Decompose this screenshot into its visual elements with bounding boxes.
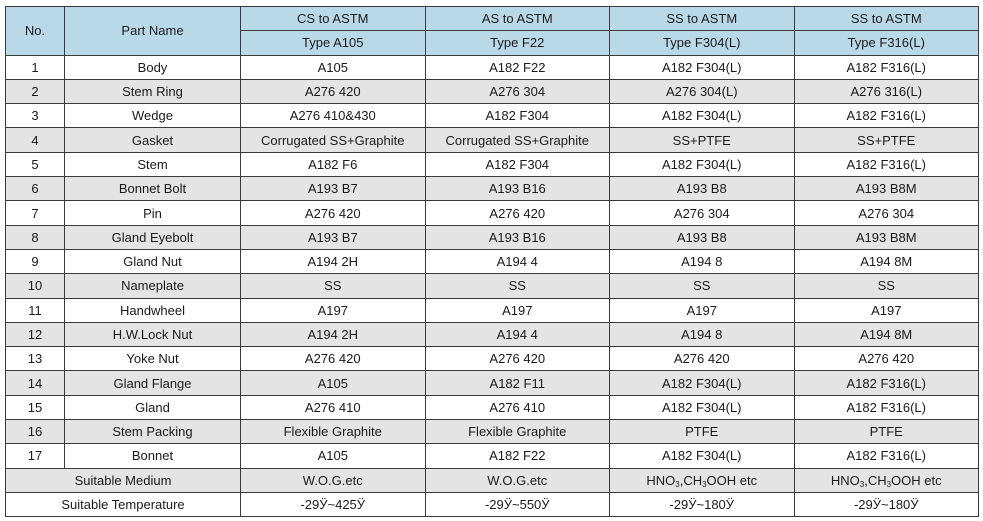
table-row (6, 201, 979, 225)
cell-cs: A105 (241, 444, 426, 468)
cell-ss316: SS (794, 274, 979, 298)
cell-cs: A193 B7 (241, 225, 426, 249)
cell-ss316: PTFE (794, 420, 979, 444)
col-header-ss316-type: Type F316(L) (794, 31, 979, 55)
cell-temp-ss304: -29Ӱ~180Ӱ (610, 492, 795, 516)
cell-no: 11 (6, 298, 65, 322)
cell-ss304: A193 B8 (610, 225, 795, 249)
cell-part-name: Gland Nut (65, 249, 241, 273)
table-row-suitable-temperature (6, 492, 979, 516)
cell-as: A193 B16 (425, 225, 610, 249)
cell-cs: A194 2H (241, 322, 426, 346)
cell-ss304: A193 B8 (610, 177, 795, 201)
cell-as: A276 420 (425, 347, 610, 371)
cell-ss316: A182 F316(L) (794, 395, 979, 419)
table-row (6, 274, 979, 298)
cell-ss316: A182 F316(L) (794, 371, 979, 395)
cell-as: A194 4 (425, 322, 610, 346)
cell-cs: A194 2H (241, 249, 426, 273)
medium-text: OOH etc (891, 472, 942, 488)
col-header-ss304-material: SS to ASTM (610, 7, 795, 31)
cell-ss316: A194 8M (794, 322, 979, 346)
cell-part-name: Nameplate (65, 274, 241, 298)
cell-ss304: A182 F304(L) (610, 104, 795, 128)
cell-ss304: A182 F304(L) (610, 395, 795, 419)
table-row (6, 322, 979, 346)
cell-ss304: A194 8 (610, 249, 795, 273)
cell-as: A182 F22 (425, 444, 610, 468)
cell-as: A182 F304 (425, 104, 610, 128)
col-header-cs-material: CS to ASTM (241, 7, 426, 31)
table-row (6, 395, 979, 419)
cell-part-name: Gland (65, 395, 241, 419)
cell-no: 3 (6, 104, 65, 128)
medium-subscript: 3 (886, 479, 892, 489)
cell-cs: A276 410&430 (241, 104, 426, 128)
table-row (6, 420, 979, 444)
cell-as: A194 4 (425, 249, 610, 273)
table-row (6, 55, 979, 79)
cell-no: 16 (6, 420, 65, 444)
cell-ss316: A182 F316(L) (794, 104, 979, 128)
cell-no: 13 (6, 347, 65, 371)
table-row (6, 347, 979, 371)
cell-as: A276 410 (425, 395, 610, 419)
cell-part-name: Stem Packing (65, 420, 241, 444)
cell-cs: A276 420 (241, 201, 426, 225)
table-row (6, 298, 979, 322)
row-label-suitable-temperature: Suitable Temperature (6, 492, 241, 516)
cell-part-name: Stem (65, 152, 241, 176)
cell-cs: A193 B7 (241, 177, 426, 201)
cell-ss304: A182 F304(L) (610, 55, 795, 79)
medium-subscript: 3 (859, 479, 865, 489)
col-header-no: No. (6, 7, 65, 56)
table-row (6, 128, 979, 152)
cell-no: 15 (6, 395, 65, 419)
cell-part-name: Gland Flange (65, 371, 241, 395)
cell-ss304: SS+PTFE (610, 128, 795, 152)
cell-no: 12 (6, 322, 65, 346)
cell-part-name: Gland Eyebolt (65, 225, 241, 249)
cell-as: SS (425, 274, 610, 298)
cell-ss304: A182 F304(L) (610, 371, 795, 395)
cell-as: A197 (425, 298, 610, 322)
cell-as: Flexible Graphite (425, 420, 610, 444)
header-row-material (6, 7, 979, 31)
cell-ss304: A182 F304(L) (610, 444, 795, 468)
col-header-as-material: AS to ASTM (425, 7, 610, 31)
cell-part-name: Bonnet (65, 444, 241, 468)
cell-no: 8 (6, 225, 65, 249)
cell-part-name: Wedge (65, 104, 241, 128)
row-label-suitable-medium: Suitable Medium (6, 468, 241, 492)
cell-no: 14 (6, 371, 65, 395)
cell-ss316: A193 B8M (794, 177, 979, 201)
cell-as: A182 F22 (425, 55, 610, 79)
cell-cs: SS (241, 274, 426, 298)
table-body (6, 55, 979, 517)
cell-no: 1 (6, 55, 65, 79)
cell-ss316: A197 (794, 298, 979, 322)
cell-no: 2 (6, 79, 65, 103)
cell-part-name: Bonnet Bolt (65, 177, 241, 201)
cell-part-name: Yoke Nut (65, 347, 241, 371)
cell-no: 6 (6, 177, 65, 201)
table-header (6, 7, 979, 56)
medium-text: ,CH (864, 472, 887, 488)
table-row (6, 177, 979, 201)
col-header-ss316-material: SS to ASTM (794, 7, 979, 31)
cell-medium-ss316 (794, 468, 979, 492)
cell-ss304: A197 (610, 298, 795, 322)
cell-medium-ss304 (610, 468, 795, 492)
table-row (6, 104, 979, 128)
cell-as: A276 304 (425, 79, 610, 103)
cell-temp-ss316: -29Ӱ~180Ӱ (794, 492, 979, 516)
cell-no: 10 (6, 274, 65, 298)
cell-ss304: A276 420 (610, 347, 795, 371)
cell-ss304: A276 304 (610, 201, 795, 225)
cell-part-name: Gasket (65, 128, 241, 152)
medium-subscript: 3 (702, 479, 707, 489)
cell-medium-as: W.O.G.etc (425, 468, 610, 492)
cell-cs: Flexible Graphite (241, 420, 426, 444)
cell-ss316: SS+PTFE (794, 128, 979, 152)
cell-as: A276 420 (425, 201, 610, 225)
cell-ss316: A276 304 (794, 201, 979, 225)
cell-ss316: A194 8M (794, 249, 979, 273)
cell-ss316: A276 420 (794, 347, 979, 371)
cell-no: 7 (6, 201, 65, 225)
cell-cs: A182 F6 (241, 152, 426, 176)
cell-cs: A276 420 (241, 79, 426, 103)
medium-text: ,CH (679, 472, 703, 488)
col-header-ss304-type: Type F304(L) (610, 31, 795, 55)
medium-text: OOH etc (706, 472, 758, 488)
cell-medium-cs: W.O.G.etc (241, 468, 426, 492)
table-row (6, 249, 979, 273)
cell-temp-as: -29Ӱ~550Ӱ (425, 492, 610, 516)
cell-ss304: A276 304(L) (610, 79, 795, 103)
cell-cs: Corrugated SS+Graphite (241, 128, 426, 152)
cell-ss304: A194 8 (610, 322, 795, 346)
table-row (6, 225, 979, 249)
cell-as: Corrugated SS+Graphite (425, 128, 610, 152)
cell-as: A182 F11 (425, 371, 610, 395)
table-row (6, 152, 979, 176)
material-spec-table (5, 6, 979, 517)
cell-part-name: H.W.Lock Nut (65, 322, 241, 346)
cell-no: 9 (6, 249, 65, 273)
table-row (6, 79, 979, 103)
col-header-cs-type: Type A105 (241, 31, 426, 55)
cell-cs: A197 (241, 298, 426, 322)
cell-cs: A105 (241, 371, 426, 395)
cell-as: A182 F304 (425, 152, 610, 176)
cell-ss316: A182 F316(L) (794, 444, 979, 468)
cell-ss316: A193 B8M (794, 225, 979, 249)
cell-part-name: Pin (65, 201, 241, 225)
cell-cs: A276 410 (241, 395, 426, 419)
cell-ss316: A182 F316(L) (794, 152, 979, 176)
cell-cs: A276 420 (241, 347, 426, 371)
cell-no: 5 (6, 152, 65, 176)
table-row (6, 444, 979, 468)
cell-as: A193 B16 (425, 177, 610, 201)
cell-ss304: SS (610, 274, 795, 298)
cell-temp-cs: -29Ӱ~425Ӱ (241, 492, 426, 516)
cell-part-name: Body (65, 55, 241, 79)
cell-part-name: Stem Ring (65, 79, 241, 103)
medium-text: HNO (830, 472, 860, 488)
cell-cs: A105 (241, 55, 426, 79)
cell-ss304: PTFE (610, 420, 795, 444)
cell-ss316: A182 F316(L) (794, 55, 979, 79)
cell-ss316: A276 316(L) (794, 79, 979, 103)
medium-subscript: 3 (675, 479, 680, 489)
table-row-suitable-medium (6, 468, 979, 492)
cell-part-name: Handwheel (65, 298, 241, 322)
medium-text: HNO (646, 472, 676, 488)
table-row (6, 371, 979, 395)
col-header-as-type: Type F22 (425, 31, 610, 55)
cell-no: 17 (6, 444, 65, 468)
col-header-part-name: Part Name (65, 7, 241, 56)
cell-ss304: A182 F304(L) (610, 152, 795, 176)
cell-no: 4 (6, 128, 65, 152)
